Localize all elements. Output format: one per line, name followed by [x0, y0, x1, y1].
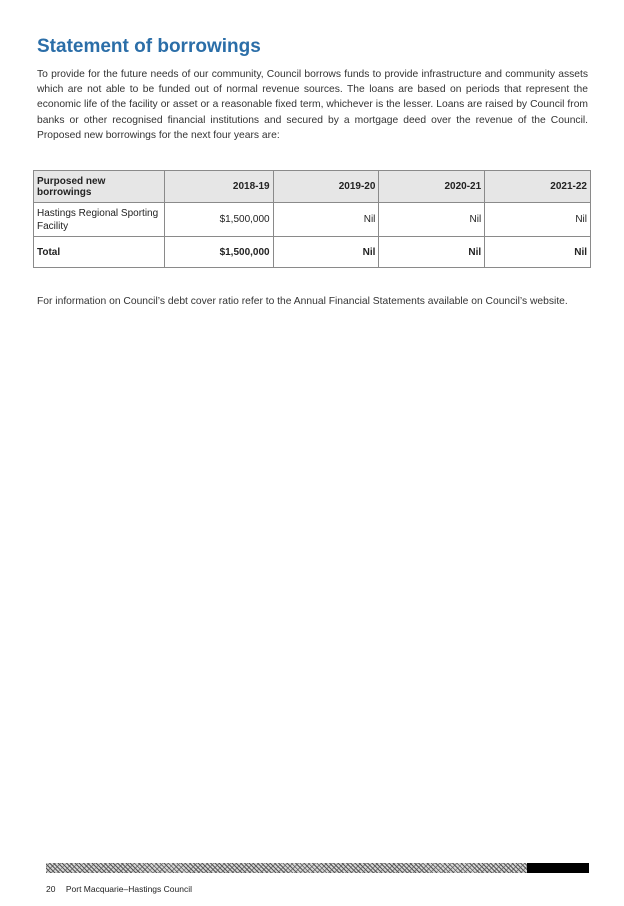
table-cell: Nil: [379, 203, 485, 237]
table-cell: $1,500,000: [164, 203, 273, 237]
total-cell: Nil: [273, 237, 379, 268]
table-cell: Nil: [273, 203, 379, 237]
page-number: 20: [46, 884, 56, 894]
debt-ratio-note: For information on Council’s debt cover ratio refer to the Annual Financial Statements available on Council’s website.: [37, 296, 568, 307]
header-cell: 2021-22: [485, 171, 591, 203]
total-cell: Nil: [485, 237, 591, 268]
table-header-row: [34, 171, 591, 203]
page-title: Statement of borrowings: [37, 36, 261, 57]
table-cell: Hastings Regional Sporting Facility: [34, 203, 165, 237]
intro-paragraph: To provide for the future needs of our community, Council borrows funds to provide infrastructure and community assets which are not able to be funded out of normal revenue sources. The loans are based on periods that represent the economic life of the facility or asset or a reasonable fixed term, whichever is the lesser. Loans are raised by Council from banks or other recognised financial institutions and secured by a mortgage deed over the revenue of the Council. Proposed new borrowings for the next four years are:: [37, 69, 588, 141]
table-cell: Nil: [485, 203, 591, 237]
table-row: [34, 203, 591, 237]
borrowings-table: [33, 170, 591, 268]
total-cell: Nil: [379, 237, 485, 268]
header-cell: 2018-19: [164, 171, 273, 203]
total-cell: Total: [34, 237, 165, 268]
footer-decorative-bar: [46, 863, 589, 873]
footer-pattern: [46, 863, 527, 873]
organisation-name: Port Macquarie–Hastings Council: [65, 884, 192, 894]
header-cell: Purposed new borrowings: [34, 171, 165, 203]
total-cell: $1,500,000: [164, 237, 273, 268]
header-cell: 2020-21: [379, 171, 485, 203]
table-total-row: [34, 237, 591, 268]
header-cell: 2019-20: [273, 171, 379, 203]
page-footer: [46, 884, 192, 894]
footer-solid-block: [527, 863, 589, 873]
